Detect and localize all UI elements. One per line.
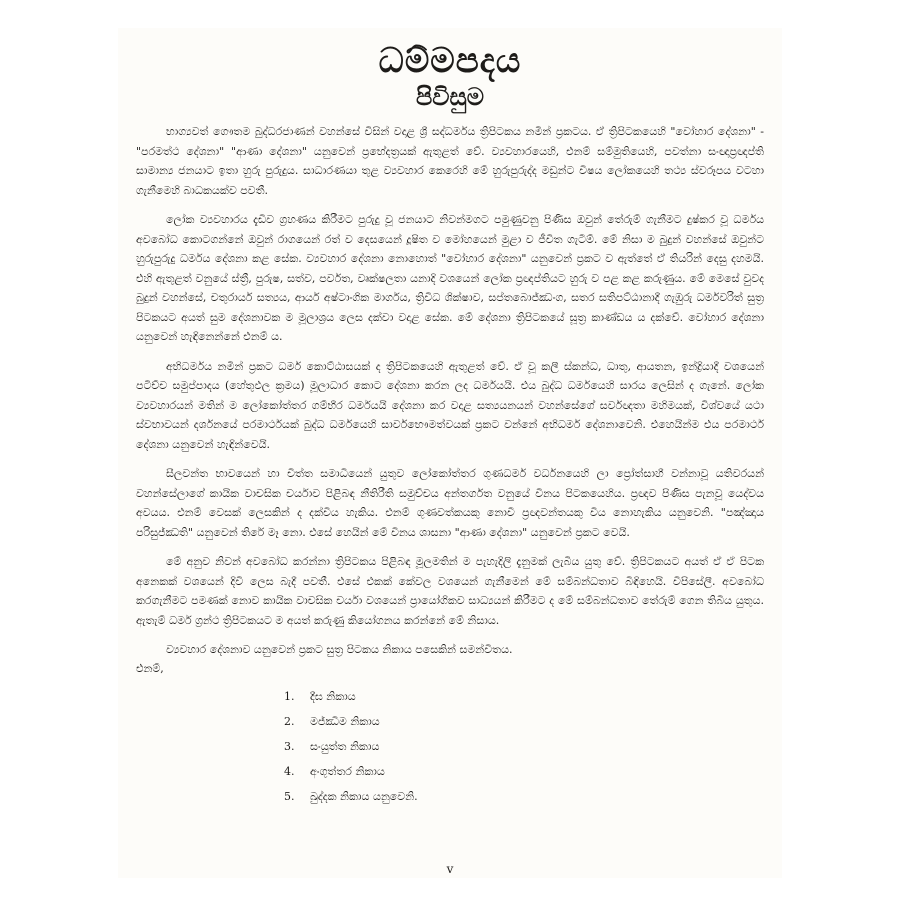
paragraph-4: සීලවන්ත භාවයෙන් හා චිත්ත සමාධියෙන් යුතුව ලෝකෝත්තර ගුණධර්ම වර්ධනයෙහි ලා ප්‍රෝත්සාහී වන්නාවූ යතිවරයන් වහන්සේලාගේ කායික වාචසික චර්යාව පිළිබඳ නීතිරීති සමුච්චය අන්තර්ගත වනුයේ විනය පිටකයෙහිය. ප්‍රඥව පිණිස පැනවූ යෙද්වය අවයය. එනම් වෙසක් ලෙසකින් ද දක්විය හැකිය. එනම් ගුණවත්කයකු නොවී ප්‍රඥවන්තයකු විය නොහැකිය යනුවෙනි. "පඤ්ඤාය පරිසුජ්ඣති" යනුවෙන් තිරේ මෑ නො. එසේ හෙයින් මේ විනය ශාසනා "ආණා දේශනා" යනුවෙන් ප්‍රකට වෙයි. — [136, 467, 764, 539]
list-item-label: සංයුත්ත නිකාය — [310, 740, 380, 753]
nikaya-list — [284, 684, 764, 809]
list-item-label: මජ්ඣිම නිකාය — [310, 715, 380, 728]
list-item-label: අංගුත්තර නිකාය — [310, 765, 385, 778]
list-item-number: 2. — [284, 715, 295, 728]
list-item-number: 3. — [284, 740, 295, 753]
paragraph-5: මේ අනුව නිවන් අවබෝධ කරන්නා ත්‍රිපිටකය පිළිබඳ මූලමතින් ම පැහැදිලි දැනුමක් ලැබිය යුතු වේ. ත්‍රිපිටකයට අයත් ඒ ඒ පිටක අනෙකක් වශයෙන් දිවි ලෙස බැදී පවතී. එසේ එකක් කේවල වශයෙන් ගැනීමෙන් මේ සම්බන්ධතාව බිඳිහෙයි. විපිසේලී. අවබෝධ කරගැනීමට පමණක් නොව කායික වාචසික චර්යා වශයෙන් ප්‍රායෝගිකව සාධ්‍යයන් කිරීමට ද මේ සම්බන්ධතාව තේරුම් ගෙන තිබිය යුතුය. ඇතැම් ධර්ම ග්‍රන්ථ ත්‍රිපිටකයට ම අයත් කරුණු කියෝගනය කරන්නේ මේ නිසාය. — [136, 555, 764, 627]
page-subtitle: පිවිසුම — [415, 82, 485, 111]
page-number: v — [446, 862, 454, 876]
paragraph-1: භාග්‍යවත් ගෞතම බුද්ධරජාණන් වහන්සේ විසින් වදාළ ශ්‍රී සද්ධර්මය ත්‍රිපිටකය නමින් ප්‍රකටය. ඒ ත්‍රිපිටකයෙහි "වෝහාර දේශනා" - "පරමත්ථ දේශනා" "ආණා දේශනා" යනුවෙන් ප්‍රභේදත්‍රයක් ඇතුළත් වේ. ව්‍යවහාරයෙහි, එනම් සම්මුතියෙහි, පවත්නා සංඥාප්‍රඥප්ති සාමාන්‍ය ජනයාට ඉතා හුරු පුරුදුය. සාධාරණයා තුළ ව්‍යවහාර කෙරෙහි මේ හුරුපුරුද්ද මඩුන්ට විෂය ලෝකයෙහි තථ්‍ය ස්වරූපය වටහා ගැනීමෙහි බාධකයක්ව පවතී. — [136, 125, 764, 197]
list-item — [284, 684, 764, 709]
paragraph-2: ලෝක ව්‍යවහාරය දැඩිව ග්‍රහණය කිරීමට පුරුදු වූ ජනයාට නිවන්මගට පමුණුවනු පිණිස ඔවුන් තේරුම් ගැනීමට දුෂ්කර වූ ධර්මය අවබෝධ කොටගන්නේ ඔවුන් රාගයෙන් රත් ව දෙසයෙන් දූෂිත ව මෝහයෙන් මුළා ව ජීවිත ගැටීම්. මේ නිසා ම බුදුන් වහන්සේ ඔවුන්ට හුරුපුරුදු ධර්මය දේශනා කළ සේක. ව්‍යවහාර දේශනා නොහොත් "වෝහාර දේශනා" යනුවෙන් ප්‍රකට ව ඇත්තේ ඒ තියරින් දෙසු දහමයි. එහි ඇතුළත් වනුයේ ස්ත්‍රී, පුරුෂ, සත්ව, පර්වත, වෘක්ෂලතා යනාදි වශයෙන් ලෝක ප්‍රඥප්තියට හුරු ව පළ කළ කරුණුය. මේ මෙසේ වුවද බුදුන් වහන්සේ, චතුරාර්ය සත්‍යය, ආර්ය අෂ්ටාංගික මාර්ගය, ත්‍රිවිධ ශික්ෂාව, සප්තබොජ්ඣංග, සතර සතිපට්ඨානාදී ගැඹුරු ධර්මවරිත් සුත්‍ර පිටකයට අයත් සුම දේශනාවක ම මූලාශ්‍රය ලෙස දක්වා වදාළ සේක. මේ දේශනා ත්‍රිපිටකයේ සූත්‍ර කාණ්ඩය ය දක්වේ. වෝහාර දේශනා යනුවෙන් හැඳිනෙන්නේ එනම් ය. — [136, 213, 764, 343]
list-item — [284, 784, 764, 809]
list-intro: ව්‍යවහාර දේශනාව යනුවෙන් ප්‍රකට සුත්‍ර පිටකය නිකාය පසෙකින් සමන්විතය. — [166, 643, 513, 656]
paragraph-3: අභිධර්මය නමින් ප්‍රකට ධර්ම කොට්ඨාසයක් ද ත්‍රිපිටකයෙහි ඇතුළත් වේ. ඒ වූ කලී ස්කන්ධ, ධාතු, ආයතන, ඉන්ද්‍රියාදී වශයෙන් පටිච්ච සමුප්පාදය (හේතුඵල ක්‍රමය) මූලාධාර කොට දේශනා කරන ලද ධර්මයයි. එය බුද්ධ ධර්මයෙහි සාරය ලෙසින් ද ගැනේ. ලෝක ව්‍යවහාරයන් මතින් ම ලෝකෝත්තර ගම්භීර ධර්මයයි දේශනා කර වදාළ සත්‍යයනයන් වහන්සේගේ සර්වඥතා මහිමයක්, විශ්වයේ යථා ස්වභාවයන් දර්ශනයේ පරමාර්ථයක් බුද්ධ ධර්මයෙහි සාර්වභෞමත්වයක් ප්‍රකට වන්නේ අභිධර්ම දේශනාවෙනි. එහෙයින්ම එය පරමාර්ථ දේශනා යනුවෙන් හැඳින්වෙයි. — [136, 359, 764, 451]
list-item — [284, 709, 764, 734]
list-item — [284, 734, 764, 759]
list-item-label: දීඝ නිකාය — [310, 690, 356, 703]
document-page — [118, 28, 782, 878]
list-item-number: 1. — [284, 690, 295, 703]
list-lead: එනම්, — [136, 662, 164, 675]
list-item — [284, 759, 764, 784]
page-title: ධම්මපදය — [378, 41, 522, 81]
list-item-number: 4. — [284, 765, 295, 778]
list-item-label: ඛුද්දක නිකාය යනුවෙනි. — [310, 790, 418, 803]
list-item-number: 5. — [284, 790, 295, 803]
